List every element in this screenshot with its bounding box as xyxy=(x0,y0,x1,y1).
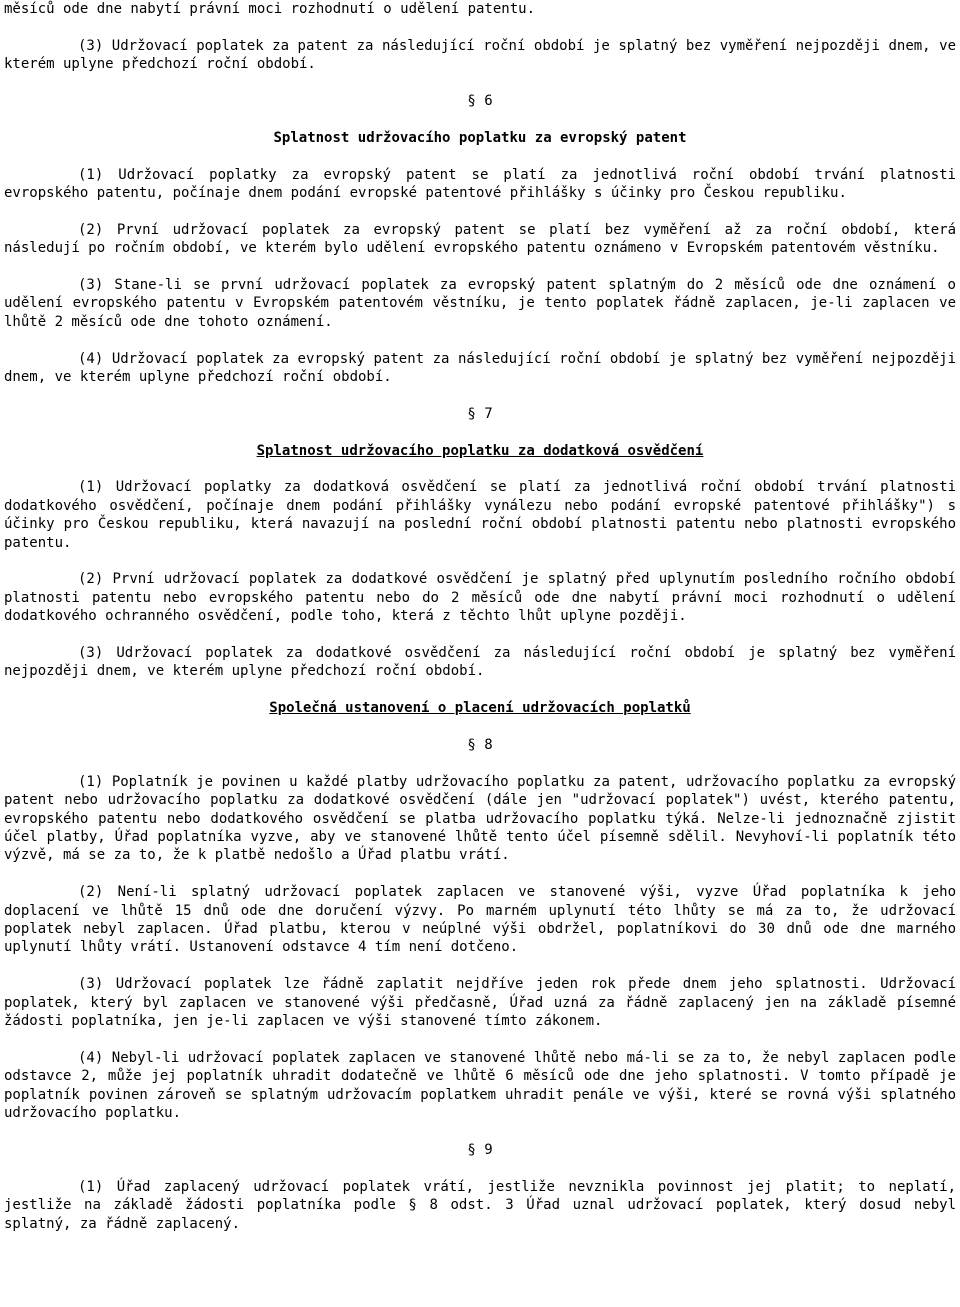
paragraph-9-1: (1) Úřad zaplacený udržovací poplatek vrátí, jestliže nevznikla povinnost jej platit; to neplatí, jestliže na základě žádosti poplatníka podle § 8 odst. 3 Úřad uznal udržovací poplatek, který dosud nebyl splatný, za řádně zaplacený. xyxy=(4,1178,956,1232)
paragraph-8-4: (4) Nebyl-li udržovací poplatek zaplacen ve stanovené lhůtě nebo má-li se za to, že nebyl zaplacen podle odstavce 2, může jej poplatník uhradit dodatečně ve lhůtě 6 měsíců ode dne jeho splatnosti. V tomto případě je poplatník povinen zároveň se splatným udržovacím poplatkem uhradit penále ve výši, které se rovná výši splatného udržovacího poplatku. xyxy=(4,1049,956,1122)
section-7-number: § 7 xyxy=(467,405,493,422)
paragraph-8-3: (3) Udržovací poplatek lze řádně zaplatit nejdříve jeden rok přede dnem jeho splatnosti. Udržovací poplatek, který byl zaplacen ve stanovené výši předčasně, Úřad uzná za řádně zaplacený jen na základě písemné žádosti poplatníka, jen je-li zaplacen ve výši stanovené tímto zákonem. xyxy=(4,976,956,1030)
paragraph-7-1: (1) Udržovací poplatky za dodatková osvědčení se platí za jednotlivá roční období trvání platnosti dodatkového osvědčení, počínaje dnem podání přihlášky vynálezu nebo podání evropské patentové přihlášky") s účinky pro Českou republiku, která navazují na poslední roční období platnosti patentu nebo platnosti evropského patentu. xyxy=(4,479,956,551)
section-7-heading: Splatnost udržovacího poplatku za dodatková osvědčení xyxy=(256,442,704,459)
paragraph-8-1: (1) Poplatník je povinen u každé platby udržovacího poplatku za patent, udržovacího poplatku za evropský patent nebo udržovacího poplatku za dodatkové osvědčení (dále jen "udržovací poplatek") uvést, kterého patentu, evropského patentu nebo dodatkového osvědčení se platba udržovacího poplatku týká. Nelze-li jednoznačně zjistit účel platby, Úřad poplatníka vyzve, aby ve stanovené lhůtě tento účel písemně sdělil. Nevyhoví-li poplatník této výzvě, má se za to, že k platbě nedošlo a Úřad platbu vrátí. xyxy=(4,773,956,864)
paragraph-5-3: (3) Udržovací poplatek za patent za následující roční období je splatný bez vyměření nejpozději dnem, ve kterém uplyne předchozí roční období. xyxy=(4,37,956,73)
paragraph-6-1: (1) Udržovací poplatky za evropský patent se platí za jednotlivá roční období trvání platnosti evropského patentu, počínaje dnem podání evropské patentové přihlášky s účinky pro Českou republiku. xyxy=(4,166,956,201)
paragraph-6-2: (2) První udržovací poplatek za evropský patent se platí bez vyměření až za roční období, která následují po ročním období, ve kterém bylo udělení evropského patentu oznámeno v Evropském patentovém věstníku. xyxy=(4,221,956,257)
section-6-number: § 6 xyxy=(467,93,493,109)
common-provisions-heading: Společná ustanovení o placení udržovacích poplatků xyxy=(269,700,691,717)
section-6-heading: Splatnost udržovacího poplatku za evropský patent xyxy=(273,129,687,146)
paragraph-7-3: (3) Udržovací poplatek za dodatkové osvědčení za následující roční období je splatný bez vyměření nejpozději dnem, ve kterém uplyne předchozí roční období. xyxy=(4,645,956,680)
paragraph-6-3: (3) Stane-li se první udržovací poplatek za evropský patent splatným do 2 měsíců ode dne oznámení o udělení evropského patentu v Evropském patentovém věstníku, je tento poplatek řádně zaplacen, je-li zaplacen ve lhůtě 2 měsíců ode dne tohoto oznámení. xyxy=(4,277,956,330)
paragraph-6-4: (4) Udržovací poplatek za evropský patent za následující roční období je splatný bez vyměření nejpozději dnem, ve kterém uplyne předchozí roční období. xyxy=(4,350,956,386)
paragraph-continuation: měsíců ode dne nabytí právní moci rozhodnutí o udělení patentu. xyxy=(4,1,536,17)
section-9-number: § 9 xyxy=(467,1141,493,1158)
section-8-number: § 8 xyxy=(467,737,493,754)
paragraph-8-2: (2) Není-li splatný udržovací poplatek zaplacen ve stanovené výši, vyzve Úřad poplatníka k jeho doplacení ve lhůtě 15 dnů ode dne doručení výzvy. Po marném uplynutí této lhůty se má za to, že udržovací poplatek nebyl zaplacen. Úřad platbu, kterou v neúplné výši obdržel, poplatníkovi do 30 dnů ode dne marného uplynutí lhůty vrátí. Ustanovení odstavce 4 tím není dotčeno. xyxy=(4,884,956,956)
paragraph-7-2: (2) První udržovací poplatek za dodatkové osvědčení je splatný před uplynutím posledního ročního období platnosti patentu nebo evropského patentu nebo do 2 měsíců ode dne nabytí právní moci rozhodnutí o udělení dodatkového ochranného osvědčení, podle toho, která z těchto lhůt uplyne později. xyxy=(4,571,956,625)
